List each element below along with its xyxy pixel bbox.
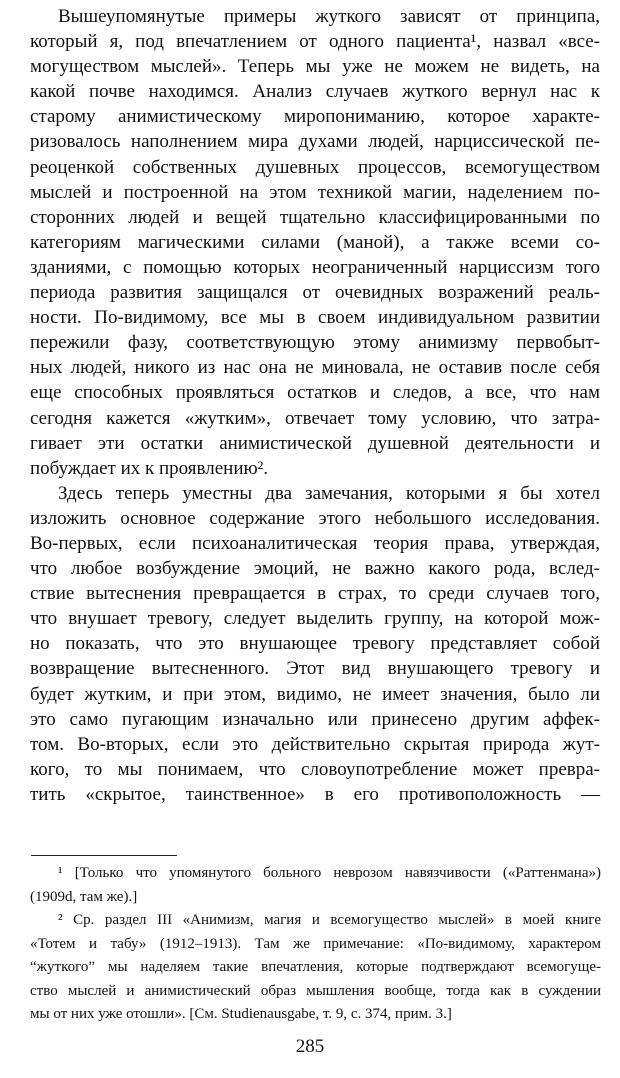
text-line: это само пугающим изначально или принесено другим аффек-: [30, 708, 600, 730]
text-line: возвращение вытесненного. Этот вид внушающего тревогу и: [30, 658, 600, 680]
text-line: мыслей и построенной на этом техникой магии, наделением по-: [30, 181, 600, 203]
page-number: 285: [295, 1036, 325, 1057]
text-line: ных людей, никого из нас она не миновала, не оставив после себя: [30, 357, 600, 379]
text-line: могуществом мыслей». Теперь мы уже не можем не видеть, на: [30, 56, 600, 78]
text-line: Здесь теперь уместны два замечания, которыми я бы хотел: [58, 482, 600, 504]
footnotes: [30, 862, 601, 1027]
main-text: [30, 4, 600, 807]
text-line: Во-первых, если психоаналитическая теория права, утверждая,: [30, 532, 600, 554]
text-line: побуждает их к проявлению².: [30, 457, 269, 479]
text-line: какой почве находимся. Анализ случаев жуткого вернул нас к: [30, 81, 600, 103]
text-line: реоценкой собственных душевных процессов, всемогуществом: [30, 156, 600, 178]
text-line: том. Во-вторых, если это действительно скрытая природа жут-: [30, 733, 600, 755]
text-line: периода развития защищался от очевидных возражений реаль-: [30, 282, 600, 304]
text-line: гивает эти остатки анимистической душевной деятельности и: [30, 432, 600, 454]
text-line: изложить основное содержание этого небольшого исследования.: [30, 507, 600, 529]
footnote-line: ² Ср. раздел III «Анимизм, магия и всемогущество мыслей» в моей книге: [58, 912, 601, 928]
text-line: что любое возбуждение эмоций, не важно какого рода, вслед-: [30, 558, 600, 580]
text-line: тить «скрытое, таинственное» в его противоположность —: [30, 783, 600, 805]
footnote-line: “жуткого” мы наделяем такие впечатления, которые подтверждают всемогуще-: [30, 959, 601, 975]
text-line: категориям магическими силами (маной), а также всеми со-: [30, 231, 600, 253]
text-line: кого, то мы понимаем, что словоупотребление может превра-: [30, 758, 600, 780]
text-line: сторонних людей и вещей тщательно классифицированными по: [30, 206, 600, 228]
footnote-separator: [31, 855, 177, 856]
text-line: старому анимистическому миропониманию, которое характе-: [30, 106, 600, 128]
footnote-line: «Тотем и табу» (1912–1913). Там же примечание: «По-видимому, характером: [30, 935, 601, 952]
footnote-line: мы от них уже отошли». [См. Studienausgabe, т. 9, с. 374, прим. 3.]: [30, 1006, 452, 1022]
footnote-line: ¹ [Только что упомянутого больного неврозом навязчивости («Раттенмана»): [58, 865, 601, 881]
text-line: что внушает тревогу, следует выделить группу, на которой мож-: [30, 608, 600, 630]
text-line: пережили фазу, соответствующую этому анимизму первобыт-: [30, 332, 600, 354]
footnote-line: ство мыслей и анимистический образ мышления вообще, тогда как в суждении: [30, 982, 601, 999]
text-line: еще способных проявляться остатков и следов, а все, что нам: [30, 382, 600, 404]
text-line: будет жутким, и при этом, видимо, не имеет значения, было ли: [30, 683, 600, 705]
text-line: ствие вытеснения превращается в страх, то среди случаев того,: [30, 583, 600, 605]
text-line: Вышеупомянутые примеры жуткого зависят от принципа,: [58, 6, 600, 27]
paragraph-1: [30, 4, 600, 481]
text-line: ризовалось наполнением мира духами людей, нарциссической пе-: [30, 131, 600, 153]
paragraph-2: [30, 481, 600, 807]
text-line: но показать, что это внушающее тревогу представляет собой: [30, 633, 600, 655]
text-line: который я, под впечатлением от одного пациента¹, назвал «все-: [30, 31, 600, 53]
text-line: ности. По-видимому, все мы в своем индивидуальном развитии: [30, 307, 600, 329]
text-line: зданиями, с помощью которых неограниченный нарциссизм того: [30, 256, 600, 278]
footnote-line: (1909d, там же).]: [30, 888, 138, 905]
text-line: сегодня кажется «жутким», отвечает тому условию, что затра-: [30, 407, 600, 429]
